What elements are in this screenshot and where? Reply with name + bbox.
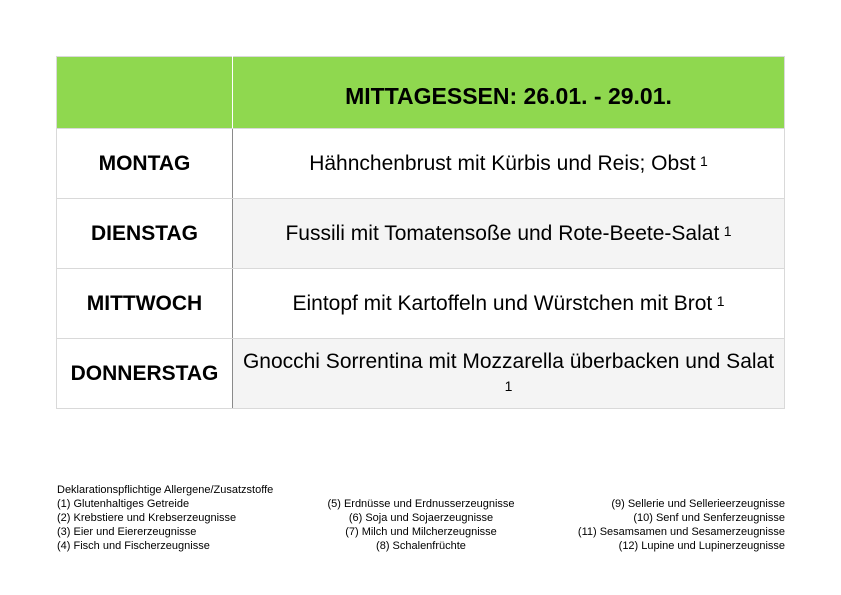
legend-item: (1) Glutenhaltiges Getreide — [57, 498, 190, 510]
legend-item: (2) Krebstiere und Krebserzeugnisse — [57, 512, 237, 524]
day-wednesday: MITTWOCH — [86, 291, 203, 315]
legend-item: (7) Milch und Milcherzeugnisse — [345, 526, 497, 538]
meal-wednesday: Eintopf mit Kartoffeln und Würstchen mit Brot — [292, 292, 713, 315]
day-monday: MONTAG — [98, 151, 191, 175]
legend-item: (9) Sellerie und Sellerieerzeugnisse — [611, 498, 785, 510]
menu-title: MITTAGESSEN: 26.01. - 29.01. — [345, 83, 672, 109]
legend-item: (11) Sesamsamen und Sesamerzeugnisse — [577, 526, 785, 538]
meal-tuesday: Fussili mit Tomatensoße und Rote-Beete-Salat — [285, 222, 720, 245]
allergen-note: 1 — [723, 222, 732, 239]
header-title-cell — [233, 57, 785, 129]
allergen-legend-left — [57, 483, 273, 553]
day-tuesday: DIENSTAG — [91, 221, 198, 245]
legend-heading: Deklarationspflichtige Allergene/Zusatzstoffe — [57, 484, 274, 496]
legend-item: (12) Lupine und Lupinerzeugnisse — [618, 540, 785, 552]
table-header-row — [57, 57, 785, 129]
table-row — [57, 199, 785, 269]
legend-item: (6) Soja und Sojaerzeugnisse — [348, 512, 494, 524]
meal-thursday: Gnocchi Sorrentina mit Mozzarella überbacken und Salat — [242, 349, 775, 373]
lunch-menu-table — [56, 56, 785, 409]
allergen-note: 1 — [716, 292, 725, 309]
allergen-note: 1 — [504, 377, 513, 394]
table-row — [57, 339, 785, 409]
table-row — [57, 129, 785, 199]
legend-item: (8) Schalenfrüchte — [376, 540, 466, 552]
allergen-legend-middle — [298, 497, 544, 553]
legend-item: (10) Senf und Senferzeugnisse — [633, 512, 785, 524]
legend-item: (3) Eier und Eiererzeugnisse — [57, 526, 197, 538]
table-row — [57, 269, 785, 339]
allergen-note: 1 — [700, 152, 708, 169]
legend-item: (5) Erdnüsse und Erdnusserzeugnisse — [327, 498, 515, 510]
header-empty-cell — [57, 57, 233, 129]
day-thursday: DONNERSTAG — [70, 361, 219, 385]
meal-monday: Hähnchenbrust mit Kürbis und Reis; Obst — [309, 152, 696, 175]
allergen-legend-right — [545, 497, 785, 553]
legend-item: (4) Fisch und Fischerzeugnisse — [57, 540, 210, 552]
